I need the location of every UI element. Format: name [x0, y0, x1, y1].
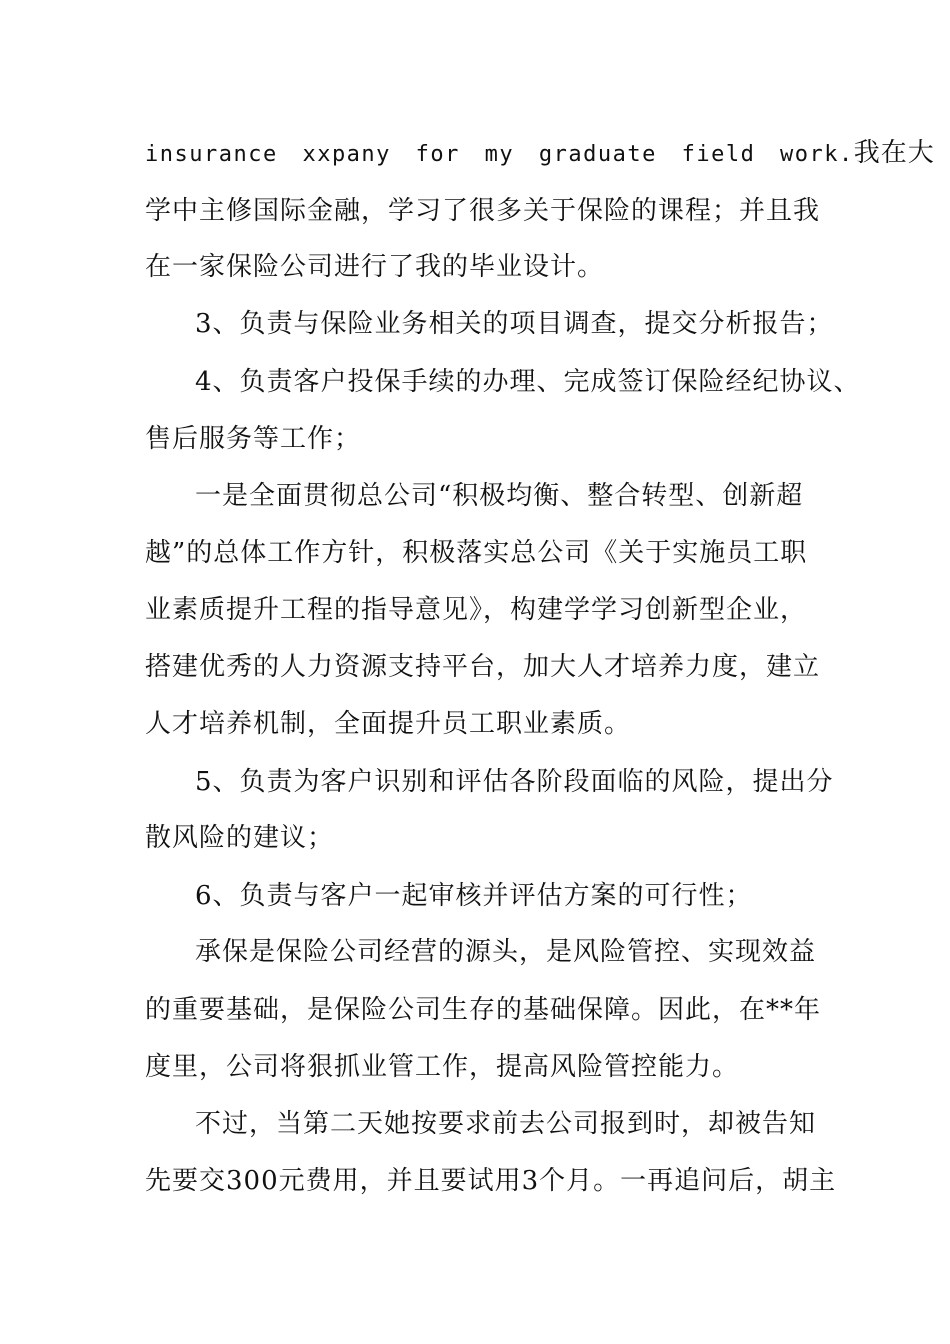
text-line-3: 在一家保险公司进行了我的毕业设计。 — [145, 252, 605, 282]
english-text: insurance xxpany for my graduate field work. — [145, 142, 854, 167]
text-line-19: 先要交300元费用，并且要试用3个月。一再追问后，胡主 — [145, 1166, 837, 1196]
text-line-2: 学中主修国际金融，学习了很多关于保险的课程；并且我 — [145, 196, 821, 226]
text-line-15: 承保是保险公司经营的源头，是风险管控、实现效益 — [195, 937, 817, 967]
text-line-7: 一是全面贯彻总公司“积极均衡、整合转型、创新超 — [195, 481, 804, 511]
text-line-5: 4、负责客户投保手续的办理、完成签订保险经纪协议、 — [195, 367, 861, 397]
text-line-6: 售后服务等工作； — [145, 424, 362, 454]
text-line-13: 散风险的建议； — [145, 823, 335, 853]
text-line-17: 度里，公司将狠抓业管工作，提高风险管控能力。 — [145, 1052, 740, 1082]
text-line-18: 不过，当第二天她按要求前去公司报到时，却被告知 — [195, 1109, 817, 1139]
text-line-14: 6、负责与客户一起审核并评估方案的可行性； — [195, 881, 753, 911]
text-line-12: 5、负责为客户识别和评估各阶段面临的风险，提出分 — [195, 767, 834, 797]
chinese-text: 我在大 — [853, 138, 935, 168]
text-line-8: 越”的总体工作方针，积极落实总公司《关于实施员工职 — [145, 538, 808, 568]
text-line-11: 人才培养机制，全面提升员工职业素质。 — [145, 709, 632, 739]
text-line-4: 3、负责与保险业务相关的项目调查，提交分析报告； — [195, 309, 834, 339]
text-line-9: 业素质提升工程的指导意见》，构建学学习创新型企业， — [145, 595, 808, 625]
text-line-10: 搭建优秀的人力资源支持平台，加大人才培养力度，建立 — [145, 652, 821, 682]
text-line-1 — [145, 135, 935, 173]
text-line-16: 的重要基础，是保险公司生存的基础保障。因此，在**年 — [145, 995, 822, 1025]
